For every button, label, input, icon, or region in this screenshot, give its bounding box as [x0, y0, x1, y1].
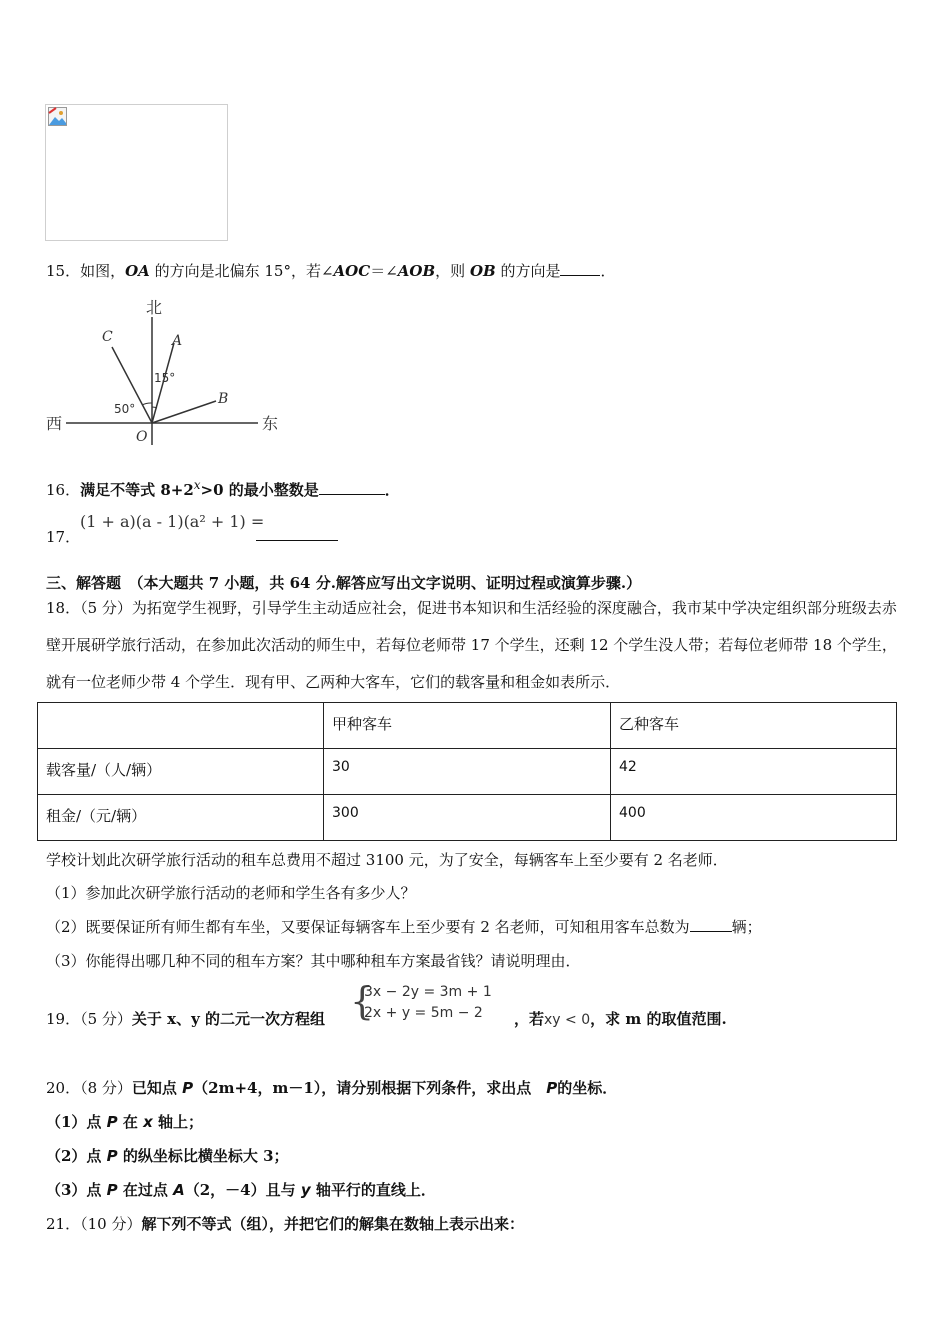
- q18-part-3: （3）你能得出哪几种不同的租车方案？其中哪种租车方案最省钱？请说明理由．: [46, 952, 581, 970]
- q20-part-1-p: P: [106, 1113, 118, 1131]
- q16-number: 16．: [46, 481, 81, 499]
- section-3-heading: 三、解答题 （本大题共 7 小题，共 64 分.解答应写出文字说明、证明过程或演算步骤.）: [46, 574, 642, 592]
- q16-answer-blank: [319, 480, 385, 495]
- q20-text-2: （2m+4，m－1），请分别根据下列条件，求出点: [193, 1079, 547, 1097]
- table-header-cell: 乙种客车: [611, 703, 897, 749]
- q15-direction-figure: [40, 295, 300, 455]
- table-row: [38, 749, 897, 795]
- table-header-cell: [38, 703, 324, 749]
- q18-part-1: （1）参加此次研学旅行活动的老师和学生各有多少人？: [46, 884, 416, 902]
- q16-text-3: ．: [384, 481, 400, 499]
- q15-text-5: 的方向是: [495, 262, 561, 280]
- label-north: 北: [146, 298, 163, 317]
- q20-part-2-suffix: 的纵坐标比横坐标大 3；: [117, 1147, 289, 1165]
- label-o: O: [136, 429, 148, 445]
- q17-answer-blank: [256, 526, 338, 541]
- q18-part-2: [46, 916, 762, 937]
- q20-part-3-coords: （2，－4）且与: [184, 1181, 301, 1199]
- q18-text: 18．（5 分）为拓宽学生视野，引导学生主动适应社会，促进书本知识和生活经验的深度融合，我市某中学决定组织部分班级去赤壁开展研学旅行活动，在参加此次活动的师生中，若每位老师带 17 个学生，还剩 12 个学生没人带；若每位老师带 18 个学生，就有一位老师少带 4 个学生．现有甲、乙两种大客车，它们的载客量和租金如表所示．: [46, 599, 897, 691]
- q19-number: 19．（5 分）: [46, 1010, 132, 1028]
- broken-image-icon: [48, 107, 68, 127]
- q20-part-3-a: A: [173, 1181, 185, 1199]
- q19-equation-system: [350, 979, 500, 1026]
- q20-part-3-mid: 在过点: [117, 1181, 174, 1199]
- q15-oa: OA: [125, 262, 150, 280]
- q20-part-1-x: x: [143, 1113, 153, 1131]
- q20-part-1-suffix: 轴上；: [152, 1113, 204, 1131]
- q15-text-2: 的方向是北偏东 15°，若∠: [149, 262, 334, 280]
- q18-part-2-text: （2）既要保证所有师生都有车坐，又要保证每辆客车上至少要有 2 名老师，可知租用客车总数为: [46, 918, 690, 936]
- table-header-cell: 甲种客车: [324, 703, 611, 749]
- q16-text-2: >0 的最小整数是: [200, 481, 319, 499]
- q19-equation-2: 2x + y = 5m − 2: [364, 1005, 483, 1021]
- q20-point-p: P: [182, 1079, 194, 1097]
- q19-text-2: ，若: [514, 1010, 545, 1028]
- q18-answer-blank: [690, 917, 732, 932]
- q15-text-3: ＝∠: [370, 262, 398, 280]
- q20-part-1-prefix: （1）点: [46, 1113, 107, 1131]
- q20-point-p-2: P: [546, 1079, 558, 1097]
- question-21: [46, 1213, 524, 1234]
- table-row-label: 租金/（元/辆）: [38, 795, 324, 841]
- q19-text-3: ，求 m 的取值范围.: [590, 1010, 727, 1028]
- q18-part-2-unit: 辆；: [731, 918, 762, 936]
- q17-expression: (1 + a)(a - 1)(a² + 1) =: [80, 512, 265, 531]
- q15-answer-blank: [560, 261, 600, 276]
- q15-text-6: ．: [600, 262, 616, 280]
- q20-part-2-p: P: [106, 1147, 118, 1165]
- q20-part-3-y: y: [300, 1181, 311, 1199]
- q16-text-1: 满足不等式 8+2: [80, 481, 194, 499]
- q20-part-3-suffix: 轴平行的直线上．: [310, 1181, 436, 1199]
- table-cell: 300: [324, 795, 611, 841]
- label-east: 东: [262, 414, 279, 433]
- table-cell: 400: [611, 795, 897, 841]
- q20-part-3: [46, 1179, 436, 1200]
- question-16: [46, 478, 400, 500]
- q19-condition: xy < 0: [544, 1012, 591, 1028]
- q18-after-table: 学校计划此次研学旅行活动的租车总费用不超过 3100 元，为了安全，每辆客车上至少要有 2 名老师．: [46, 851, 728, 869]
- q17-number: 17．: [46, 528, 81, 546]
- angle-arc-50: [142, 403, 152, 405]
- q20-part-1-mid: 在: [117, 1113, 144, 1131]
- label-angle-15: 15°: [154, 371, 176, 385]
- q19-equation-1: 3x − 2y = 3m + 1: [364, 984, 492, 1000]
- question-19-cond: [514, 1008, 727, 1029]
- q15-aob: AOB: [397, 262, 436, 280]
- q20-text-1: 已知点: [131, 1079, 183, 1097]
- q15-text-1: 如图，: [80, 262, 126, 280]
- q20-part-2-prefix: （2）点: [46, 1147, 107, 1165]
- question-19-intro: [46, 1008, 325, 1029]
- question-15: [46, 260, 615, 281]
- ray-ob: [152, 401, 216, 423]
- q20-number: 20．（8 分）: [46, 1079, 132, 1097]
- label-angle-50: 50°: [114, 402, 136, 416]
- q19-text-1: 关于 x、y 的二元一次方程组: [131, 1010, 326, 1028]
- q20-text-3: 的坐标．: [557, 1079, 618, 1097]
- q21-text: 解下列不等式（组），并把它们的解集在数轴上表示出来：: [141, 1215, 524, 1233]
- bus-rental-table: [37, 702, 897, 841]
- broken-image-placeholder: [45, 104, 228, 241]
- table-header-row: [38, 703, 897, 749]
- table-row-label: 载客量/（人/辆）: [38, 749, 324, 795]
- q15-text-4: ，则: [435, 262, 470, 280]
- table-cell: 42: [611, 749, 897, 795]
- q21-number: 21．（10 分）: [46, 1215, 142, 1233]
- q19-brace: {: [350, 979, 375, 1023]
- q20-part-1: [46, 1111, 203, 1132]
- q15-aoc: AOC: [333, 262, 371, 280]
- q20-part-3-prefix: （3）点: [46, 1181, 107, 1199]
- q16-exponent-x: x: [193, 478, 201, 492]
- q20-part-3-p: P: [106, 1181, 118, 1199]
- label-b: B: [218, 391, 229, 407]
- label-c: C: [102, 329, 113, 345]
- q20-part-2: [46, 1145, 289, 1166]
- table-row: [38, 795, 897, 841]
- q15-number: 15．: [46, 262, 81, 280]
- question-20: [46, 1077, 617, 1098]
- label-west: 西: [46, 414, 63, 433]
- table-cell: 30: [324, 749, 611, 795]
- label-a: A: [172, 333, 183, 349]
- q15-ob: OB: [469, 262, 496, 280]
